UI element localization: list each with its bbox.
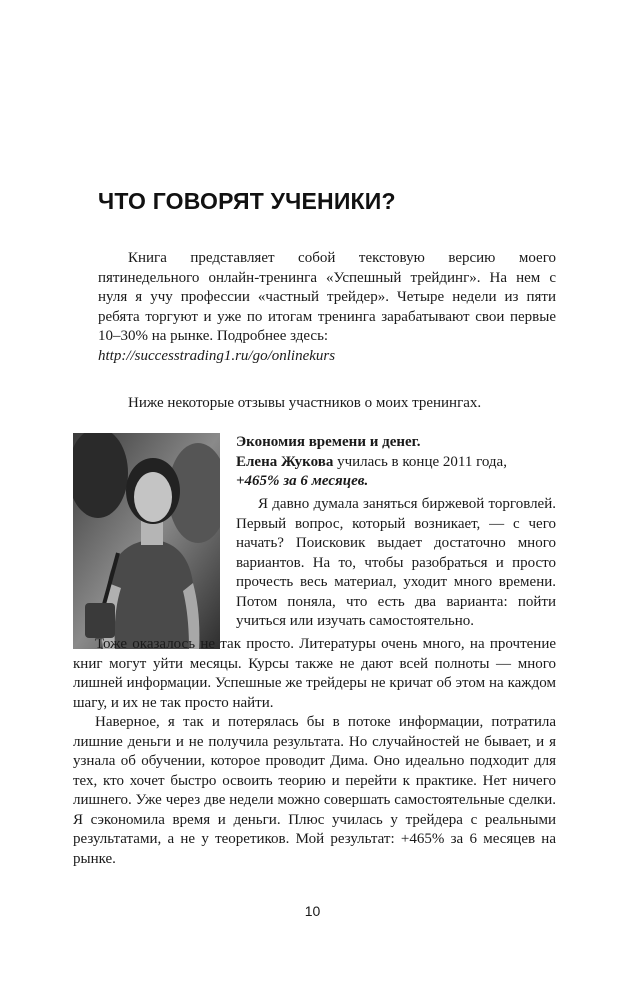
- intro-text: Книга представляет собой текстовую версию моего пятинедельного онлайн-тренинга «Успешный трейдинг». На нем с нуля я учу профессии «частный трейдер». Четыре недели из пяти ребята торгуют и уже по итогам тренинга зарабатывают свои первые 10–30% на рынке. Подробнее здесь:: [98, 250, 556, 344]
- portrait-image: [73, 433, 220, 649]
- review-title: Экономия времени и денег.: [236, 434, 421, 450]
- review-paragraph-3: Наверное, я так и потерялась бы в потоке информации, потратила лишние деньги и не получила результата. Но случайностей не бывает, и я узнала об обучении, которое проводит Дима. Оно идеально подходит для тех, кто хочет быстро освоить теорию и перейти к практике. Нет ничего лишнего. Уже через две недели можно совершать самостоятельные сделки. Я сэкономила время и деньги. Плюс училась у трейдера с реальными результатами, а не у теоретиков. Мой результат: +465% за 6 месяцев на рынке.: [73, 714, 556, 867]
- review-body: [236, 495, 556, 632]
- reviewer-photo: [73, 433, 220, 649]
- review-header: [236, 433, 556, 492]
- reviewer-result: +465% за 6 месяцев.: [236, 473, 369, 489]
- reviews-lead: Ниже некоторые отзывы участников о моих тренингах.: [128, 395, 482, 411]
- course-url[interactable]: http://successtrading1.ru/go/onlinekurs: [98, 348, 336, 364]
- review-paragraph-1: Я давно думала заняться биржевой торговлей. Первый вопрос, который возникает, — с чего начать? Поисковик выдает достаточно много вариантов. На то, чтобы разобраться и просто прочесть весь материал, уходит много времени. Потом поняла, что есть два варианта: пойти учиться или изучать самостоятельно.: [236, 496, 556, 629]
- review-paragraph-2: Тоже оказалось не так просто. Литературы очень много, на прочтение книг могут уйти месяцы. Курсы также не дают всей полноты — много лишней информации. Успешные же трейдеры не кричат об этом на каждом шагу, и их не так просто найти.: [73, 636, 556, 711]
- reviewer-name: Елена Жукова: [236, 453, 334, 470]
- page-title: ЧТО ГОВОРЯТ УЧЕНИКИ?: [98, 188, 396, 214]
- page-number: 10: [304, 903, 321, 919]
- review-continuation: [73, 635, 556, 869]
- intro-paragraph: [98, 249, 556, 347]
- reviewer-info: училась в конце 2011 года,: [333, 453, 507, 470]
